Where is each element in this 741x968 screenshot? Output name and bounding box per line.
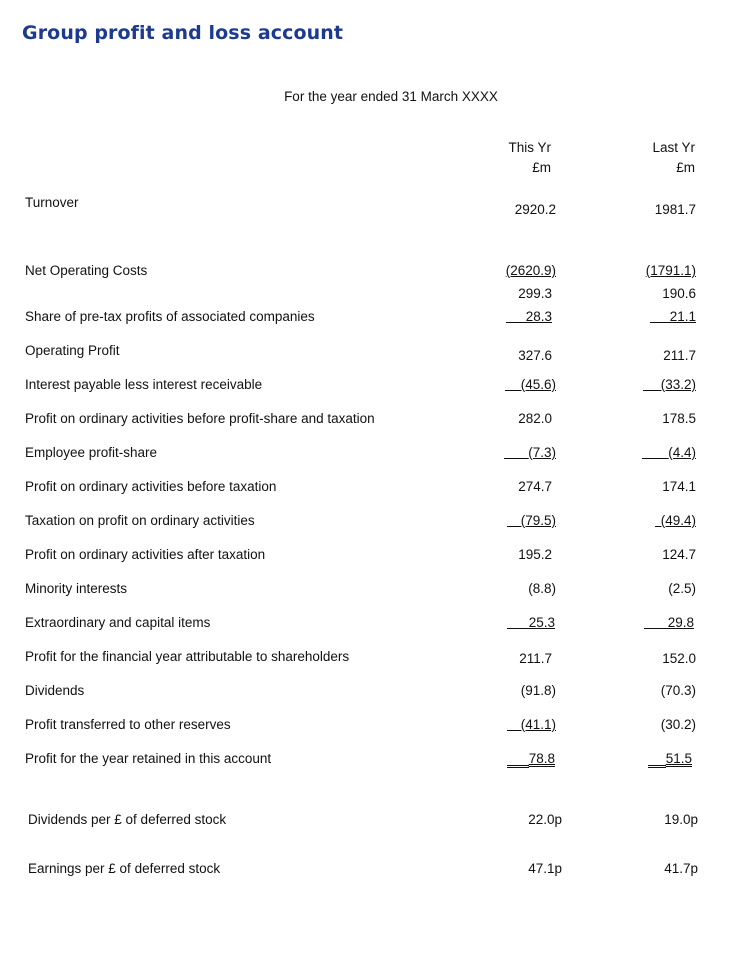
table-row [0,581,741,601]
this-year-value: (7.3) [528,445,556,460]
last-year-value: 152.0 [662,651,696,666]
underline-rule [505,377,521,391]
row-label: Extraordinary and capital items [25,615,211,630]
table-row [0,717,741,737]
row-label: Net Operating Costs [25,263,148,278]
table-row [0,683,741,703]
this-year-value: (45.6) [520,377,556,392]
underline-rule [507,717,521,731]
this-year-value: 195.2 [518,547,552,562]
row-label: Profit on ordinary activities after taxation [25,547,266,562]
column-header-this-year-unit: £m [532,160,551,175]
table-row [0,649,741,669]
table-row [0,547,741,567]
last-year-value: 19.0p [664,812,698,827]
table-row [0,479,741,499]
this-year-value: (41.1) [520,717,556,732]
this-year-value: (79.5) [520,513,556,528]
this-year-value: (8.8) [528,581,556,596]
this-year-value: 78.8 [528,751,555,766]
column-header-this-year-label: This Yr [508,140,551,155]
last-year-value: (1791.1) [645,263,696,278]
last-year-value: 190.6 [662,286,696,301]
last-year-value: 174.1 [662,479,696,494]
this-year-value: 299.3 [518,286,552,301]
this-year-value: 22.0p [528,812,562,827]
this-year-value: (2620.9) [505,263,556,278]
last-year-value: (33.2) [660,377,696,392]
this-year-cell [507,717,556,732]
page-title: Group profit and loss account [22,22,344,44]
this-year-value: 211.7 [519,651,552,666]
underline-rule [643,377,661,391]
last-year-cell [643,377,696,392]
table-row [0,812,741,832]
table-row [0,751,741,771]
last-year-value: 211.7 [663,348,696,363]
last-year-cell [655,513,696,528]
table-row [0,615,741,635]
last-year-value: 29.8 [667,615,694,630]
row-label: Turnover [25,195,79,210]
underline-rule [642,445,668,459]
table-row [0,286,741,306]
column-header-this-year [508,138,551,178]
row-label: Profit transferred to other reserves [25,717,231,732]
row-label: Employee profit-share [25,445,158,460]
underline-rule [650,309,670,323]
table-row [0,513,741,533]
this-year-value: 28.3 [525,309,552,324]
row-label: Dividends [25,683,85,698]
last-year-value: 178.5 [662,411,696,426]
underline-rule [507,615,529,629]
row-label: Profit for the year retained in this account [25,751,272,766]
this-year-value: 274.7 [518,479,552,494]
row-label: Dividends per £ of deferred stock [28,812,227,827]
this-year-cell [504,445,556,460]
column-header-last-year-unit: £m [676,160,695,175]
this-year-value: 25.3 [528,615,555,630]
double-underline-rule [648,751,666,768]
last-year-cell [644,615,694,630]
column-header-last-year-label: Last Yr [652,140,695,155]
this-year-cell [507,751,555,768]
last-year-value: 41.7p [664,861,698,876]
table-row [0,445,741,465]
last-year-value: (70.3) [660,683,696,698]
last-year-cell [642,445,696,460]
last-year-value: (49.4) [660,513,696,528]
row-label: Profit on ordinary activities before profit-share and taxation [25,411,375,426]
table-row [0,309,741,329]
this-year-value: 282.0 [518,411,552,426]
column-header-last-year [652,138,695,178]
this-year-value: 327.6 [518,348,552,363]
last-year-value: (2.5) [668,581,696,596]
last-year-value: 124.7 [662,547,696,562]
last-year-value: 21.1 [669,309,696,324]
table-row [0,411,741,431]
this-year-cell [506,309,552,324]
underline-rule [504,445,528,459]
table-row [0,263,741,283]
last-year-value: (30.2) [660,717,696,732]
last-year-value: 51.5 [665,751,692,766]
last-year-cell [650,309,696,324]
last-year-value: (4.4) [668,445,696,460]
last-year-cell [648,751,692,768]
row-label: Profit on ordinary activities before taxation [25,479,277,494]
table-row [0,343,741,363]
underline-rule [644,615,668,629]
table-row [0,377,741,397]
double-underline-rule [507,751,529,768]
row-label: Profit for the financial year attributable to shareholders [25,649,350,664]
table-row [0,195,741,215]
row-label: Minority interests [25,581,128,596]
row-label: Share of pre-tax profits of associated companies [25,309,315,324]
this-year-value: 47.1p [528,861,562,876]
last-year-value: 1981.7 [654,202,696,217]
row-label: Earnings per £ of deferred stock [28,861,221,876]
row-label: Taxation on profit on ordinary activities [25,513,255,528]
this-year-cell [507,513,556,528]
this-year-cell [505,377,556,392]
period-subtitle: For the year ended 31 March XXXX [284,89,498,104]
this-year-value: 2920.2 [514,202,556,217]
table-row [0,861,741,881]
underline-rule [507,513,521,527]
row-label: Operating Profit [25,343,120,358]
row-label: Interest payable less interest receivable [25,377,263,392]
this-year-value: (91.8) [520,683,556,698]
underline-rule [506,309,526,323]
this-year-cell [507,615,555,630]
